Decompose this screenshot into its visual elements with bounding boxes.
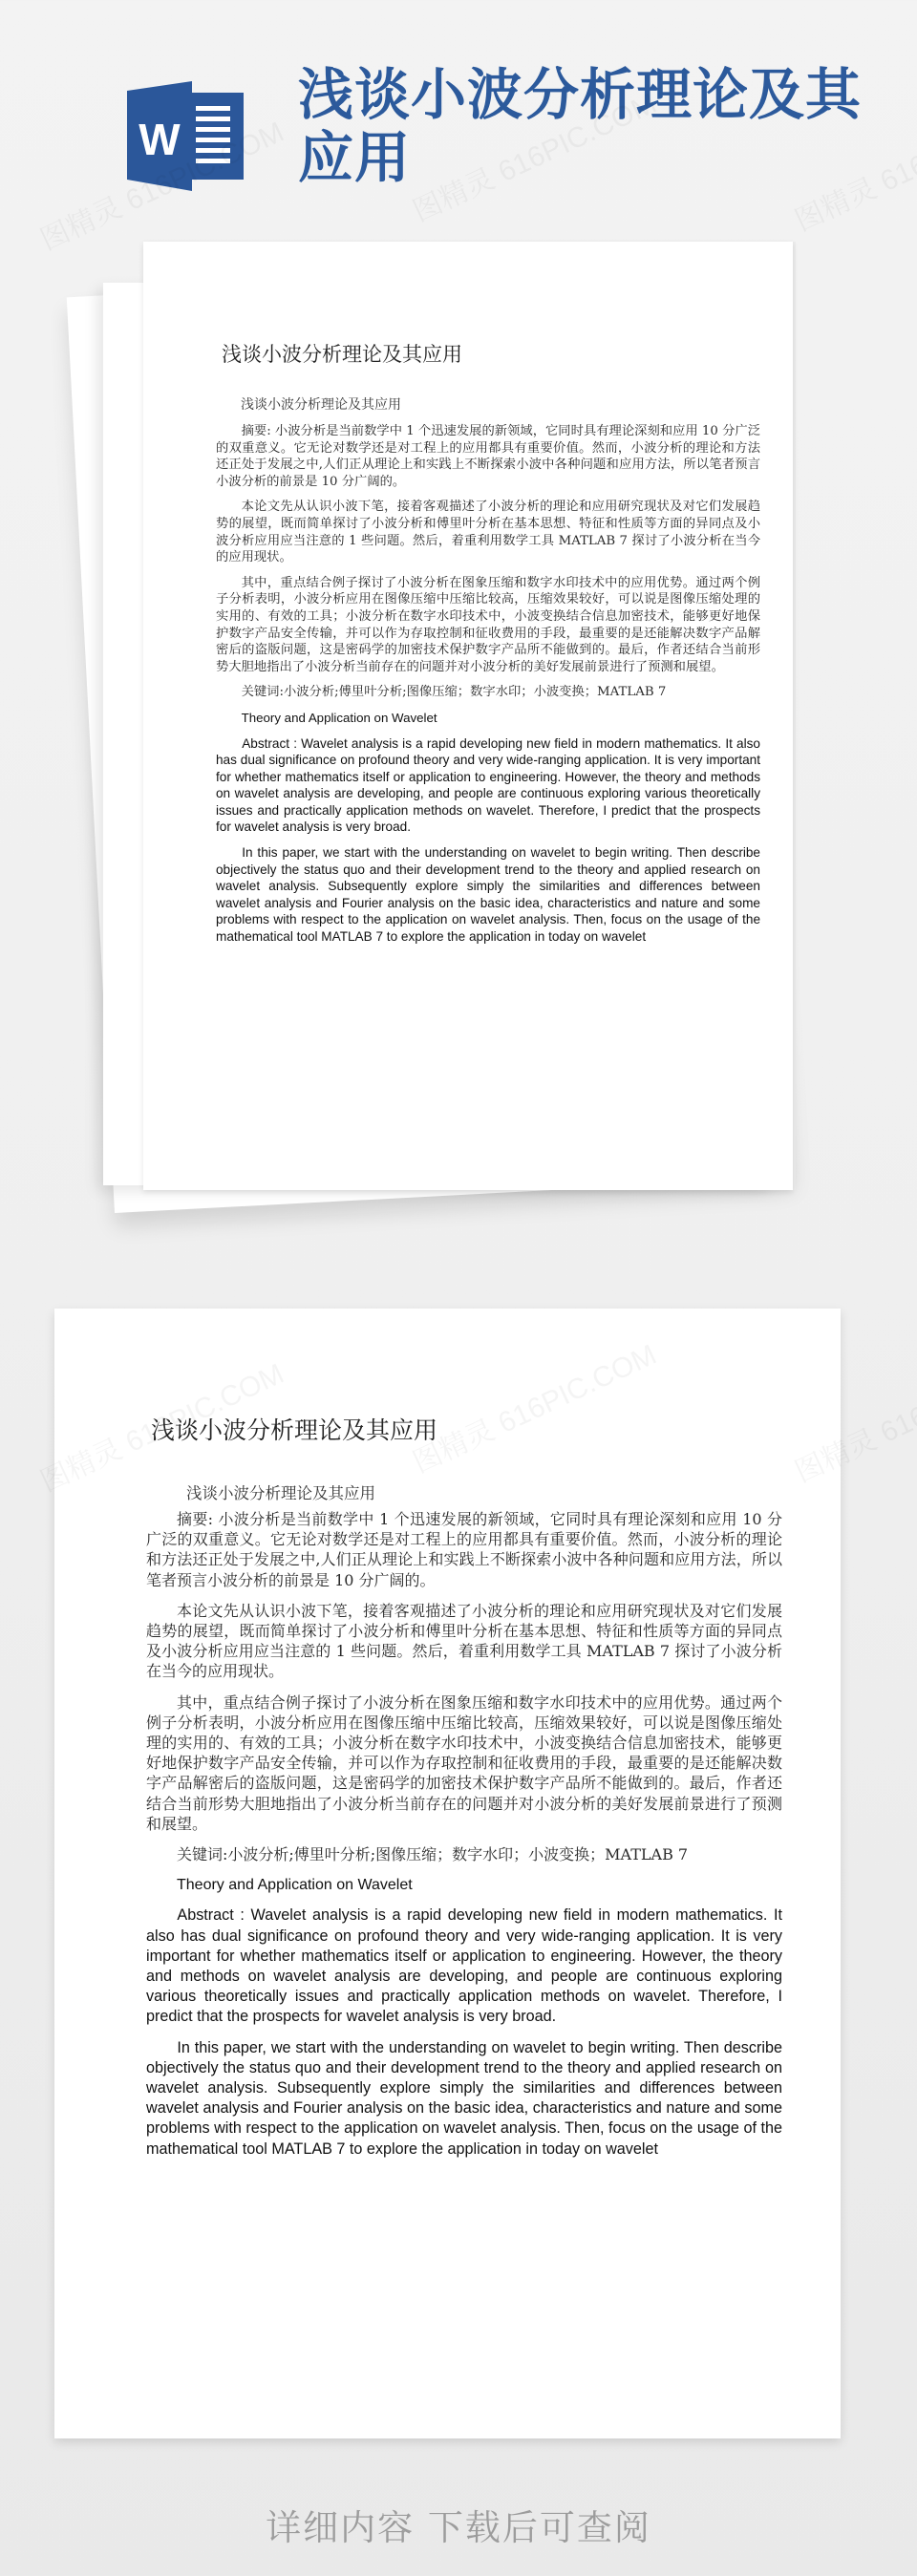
keywords: 关键词:小波分析;傅里叶分析;图像压缩；数字水印；小波变换；MATLAB 7: [177, 1845, 689, 1864]
word-document-icon: [127, 81, 247, 191]
english-title: Theory and Application on Wavelet: [241, 710, 437, 725]
document-subtitle: 浅谈小波分析理论及其应用: [186, 1484, 375, 1502]
english-paragraph: In this paper, we start with the understanding on wavelet to begin writing. Then describe objectively the status quo and their development trend to the theory and applied research on wavelet analysis. Subsequently explore simply the similarities and differences between wavelet analysis and Fourier analysis on the basic idea, characteristics and nature and some problems with respect to the application on wavelet analysis. Then, focus on the usage of the mathematical tool MATLAB 7 to explore the application in today on wavelet: [216, 845, 760, 945]
document-title: 浅谈小波分析理论及其应用: [222, 343, 462, 366]
page-title: [298, 63, 890, 189]
body-paragraph: 其中，重点结合例子探讨了小波分析在图象压缩和数字水印技术中的应用优势。通过两个例子分析表明，小波分析应用在图像压缩中压缩比较高，压缩效果较好，可以说是图像压缩处理的实用的、有效的工具；小波分析在数字水印技术中，小波变换结合信息加密技术，能够更好地保护数字产品安全传输，并可以作为存取控制和征收费用的手段，最重要的是还能解决数字产品解密后的盗版问题，这是密码学的加密技术保护数字产品所不能做到的。最后，作者还结合当前形势大胆地指出了小波分析当前存在的问题并对小波分析的美好发展前景进行了预测和展望。: [146, 1692, 782, 1833]
keywords: 关键词:小波分析;傅里叶分析;图像压缩；数字水印；小波变换；MATLAB 7: [241, 685, 667, 700]
svg-text:W: W: [139, 115, 181, 164]
body-paragraph: 本论文先从认识小波下笔，接着客观描述了小波分析的理论和应用研究现状及对它们发展趋势的展望，既而简单探讨了小波分析和傅里叶分析在基本思想、特征和性质等方面的异同点及小波分析应用应当注意的 1 些问题。然后，着重利用数学工具 MATLAB 7 探讨了小波分析在当今的应用现状。: [146, 1601, 782, 1681]
header: [0, 0, 917, 220]
body-paragraph: 本论文先从认识小波下笔，接着客观描述了小波分析的理论和应用研究现状及对它们发展趋势的展望，既而简单探讨了小波分析和傅里叶分析在基本思想、特征和性质等方面的异同点及小波分析应用应当注意的 1 些问题。然后，着重利用数学工具 MATLAB 7 探讨了小波分析在当今的应用现状。: [216, 500, 760, 565]
body-paragraph: 其中，重点结合例子探讨了小波分析在图象压缩和数字水印技术中的应用优势。通过两个例子分析表明，小波分析应用在图像压缩中压缩比较高，压缩效果较好，可以说是图像压缩处理的实用的、有效的工具；小波分析在数字水印技术中，小波变换结合信息加密技术，能够更好地保护数字产品安全传输，并可以作为存取控制和征收费用的手段，最重要的是还能解决数字产品解密后的盗版问题，这是密码学的加密技术保护数字产品所不能做到的。最后，作者还结合当前形势大胆地指出了小波分析当前存在的问题并对小波分析的美好发展前景进行了预测和展望。: [216, 575, 760, 674]
abstract-paragraph: 摘要: 小波分析是当前数学中 1 个迅速发展的新领域，它同时具有理论深刻和应用 10 分广泛的双重意义。它无论对数学还是对工程上的应用都具有重要价值。然而，小波分析的理论和方法还正处于发展之中,人们正从理论上和实践上不断探索小波中各种问题和应用方法，所以笔者预言小波分析的前景是 10 分广阔的。: [216, 424, 760, 489]
document-body: [146, 1509, 782, 2170]
document-page-1: [143, 242, 793, 1190]
english-abstract: Abstract : Wavelet analysis is a rapid developing new field in modern mathematics. It also has dual significance on profound theory and very wide-ranging application. It is very important for whether mathematics itself or application to engineering. However, the theory and methods on wavelet analysis are developing, and people are continuous exploring various theoretically issues and practically application methods on wavelet. Therefore, I predict that the prospects for wavelet analysis is very broad.: [146, 1906, 782, 2026]
english-paragraph: In this paper, we start with the understanding on wavelet to begin writing. Then describe objectively the status quo and their development trend to the theory and applied research on wavelet analysis. Subsequently explore simply the similarities and differences between wavelet analysis and Fourier analysis on the basic idea, characteristics and nature and some problems with respect to the application on wavelet analysis. Then, focus on the usage of the mathematical tool MATLAB 7 to explore the application in today on wavelet: [146, 2038, 782, 2158]
document-title: 浅谈小波分析理论及其应用: [151, 1416, 438, 1444]
document-subtitle: 浅谈小波分析理论及其应用: [241, 397, 401, 413]
document-preview-stack: [0, 220, 917, 1289]
document-page-2: [54, 1309, 841, 2438]
document-body: [216, 423, 760, 954]
page-title-line-2: 应用: [298, 125, 412, 190]
page-title-line-1: 浅谈小波分析理论及其: [298, 62, 863, 127]
download-prompt: 详细内容 下载后可查阅: [266, 2507, 651, 2548]
abstract-paragraph: 摘要: 小波分析是当前数学中 1 个迅速发展的新领域，它同时具有理论深刻和应用 10 分广泛的双重意义。它无论对数学还是对工程上的应用都具有重要价值。然而，小波分析的理论和方法还正处于发展之中,人们正从理论上和实践上不断探索小波中各种问题和应用方法，所以笔者预言小波分析的前景是 10 分广阔的。: [146, 1510, 782, 1589]
english-abstract: Abstract : Wavelet analysis is a rapid developing new field in modern mathematics. It also has dual significance on profound theory and very wide-ranging application. It is very important for whether mathematics itself or application to engineering. However, the theory and methods on wavelet analysis are developing, and people are continuous exploring various theoretically issues and practically application methods on wavelet. Therefore, I predict that the prospects for wavelet analysis is very broad.: [216, 735, 760, 835]
english-title: Theory and Application on Wavelet: [177, 1877, 413, 1894]
